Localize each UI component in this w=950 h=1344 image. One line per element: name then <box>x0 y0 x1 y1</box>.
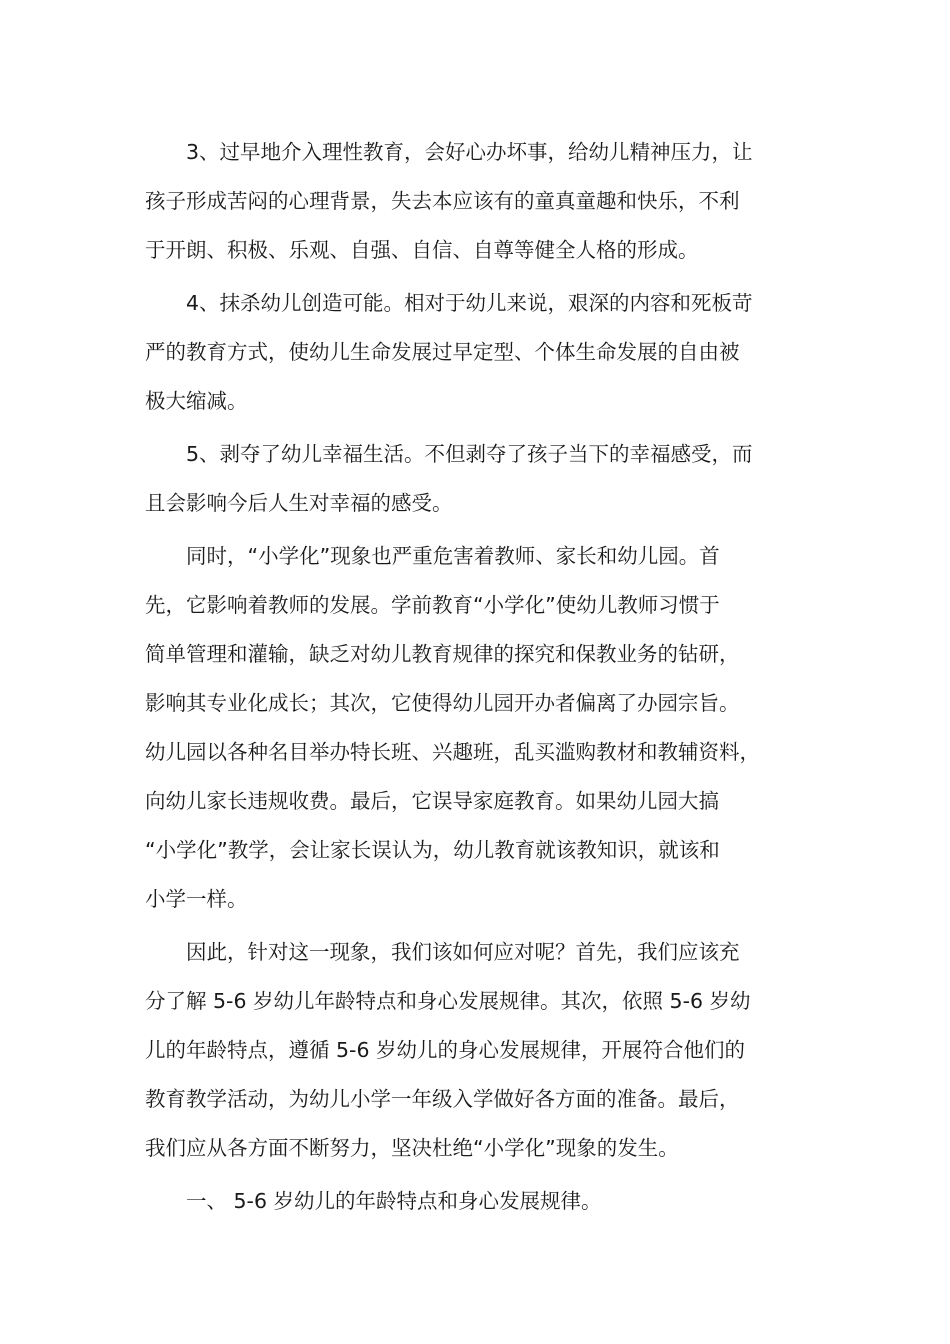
text-line: 5、剥夺了幼儿幸福生活。不但剥夺了孩子当下的幸福感受，而 <box>186 442 753 466</box>
paragraph-5 <box>145 430 810 528</box>
paragraph-harms <box>145 532 810 924</box>
paragraph-4 <box>145 279 810 426</box>
section-heading <box>145 1177 810 1226</box>
text-line: 严的教育方式，使幼儿生命发展过早定型、个体生命发展的自由被 <box>145 340 740 364</box>
text-line: 极大缩减。 <box>145 389 248 413</box>
paragraph-response <box>145 928 810 1173</box>
text-line: 4、抹杀幼儿创造可能。相对于幼儿来说，艰深的内容和死板苛 <box>186 291 753 315</box>
document-body <box>145 128 810 1230</box>
text-line: 幼儿园以各种名目举办特长班、兴趣班，乱买滥购教材和教辅资料， <box>145 740 760 764</box>
text-line: 影响其专业化成长；其次，它使得幼儿园开办者偏离了办园宗旨。 <box>145 691 740 715</box>
text-line: 向幼儿家长违规收费。最后，它误导家庭教育。如果幼儿园大搞 <box>145 789 719 813</box>
text-line: 小学一样。 <box>145 887 248 911</box>
text-line: 且会影响今后人生对幸福的感受。 <box>145 491 453 515</box>
text-line: 因此，针对这一现象，我们该如何应对呢？首先，我们应该充 <box>186 940 740 964</box>
text-line: 我们应从各方面不断努力，坚决杜绝“小学化”现象的发生。 <box>145 1136 679 1160</box>
text-line: 3、过早地介入理性教育，会好心办坏事，给幼儿精神压力，让 <box>186 140 753 164</box>
text-line: 先，它影响着教师的发展。学前教育“小学化”使幼儿教师习惯于 <box>145 593 720 617</box>
paragraph-3 <box>145 128 810 275</box>
section-heading-text: 一、 5-6 岁幼儿的年龄特点和身心发展规律。 <box>186 1189 602 1213</box>
text-line: 儿的年龄特点，遵循 5-6 岁幼儿的身心发展规律，开展符合他们的 <box>145 1038 746 1062</box>
text-line: 于开朗、积极、乐观、自强、自信、自尊等健全人格的形成。 <box>145 238 699 262</box>
text-line: 分了解 5-6 岁幼儿年龄特点和身心发展规律。其次，依照 5-6 岁幼 <box>145 989 751 1013</box>
text-line: “小学化”教学，会让家长误认为，幼儿教育就该教知识，就该和 <box>145 838 720 862</box>
text-line: 同时，“小学化”现象也严重危害着教师、家长和幼儿园。首 <box>186 544 720 568</box>
text-line: 简单管理和灌输，缺乏对幼儿教育规律的探究和保教业务的钻研， <box>145 642 740 666</box>
text-line: 孩子形成苦闷的心理背景，失去本应该有的童真童趣和快乐，不利 <box>145 189 740 213</box>
text-line: 教育教学活动，为幼儿小学一年级入学做好各方面的准备。最后， <box>145 1087 740 1111</box>
